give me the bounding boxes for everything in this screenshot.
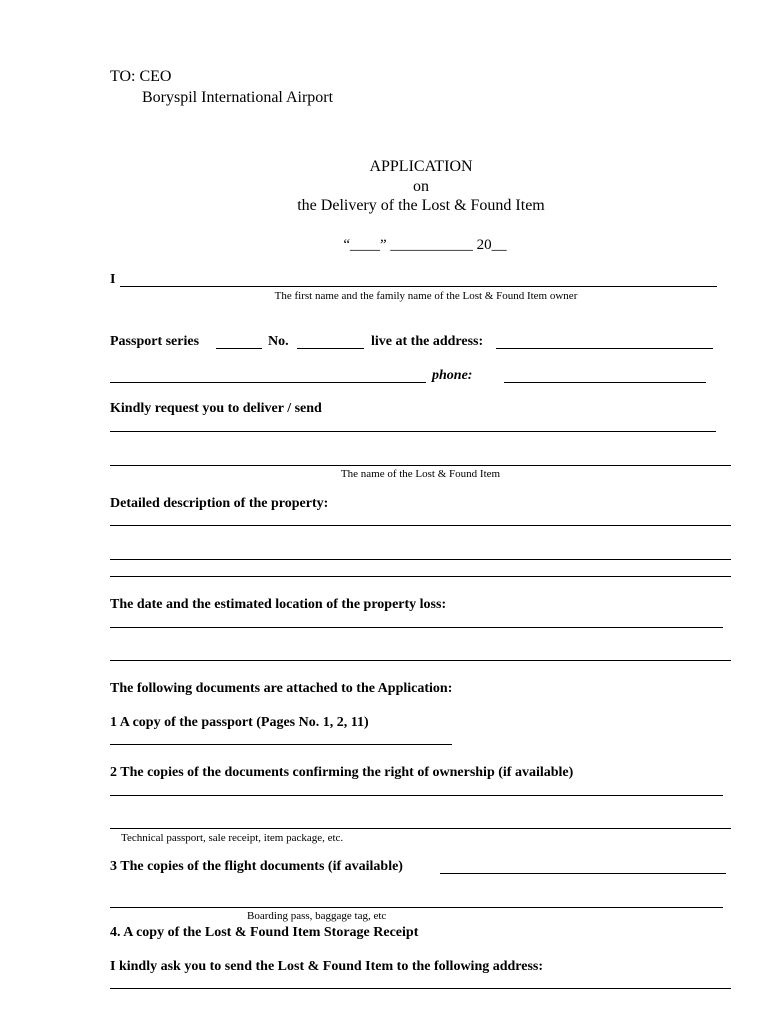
date-field[interactable]: “____” ___________ 20__: [343, 237, 507, 253]
address-field-continued[interactable]: [110, 382, 426, 383]
document-title-on: on: [413, 178, 429, 195]
document-item-2-caption: Technical passport, sale receipt, item package, etc.: [121, 832, 344, 844]
document-subtitle: the Delivery of the Lost & Found Item: [297, 197, 545, 214]
loss-field-line-2[interactable]: [110, 660, 731, 661]
documents-heading: The following documents are attached to the Application:: [110, 681, 453, 696]
request-label: Kindly request you to deliver / send: [110, 401, 322, 416]
passport-number-label: No.: [268, 334, 289, 349]
passport-number-field[interactable]: [297, 348, 364, 349]
document-item-3-field-line-2[interactable]: [110, 907, 723, 908]
document-item-4: 4. A copy of the Lost & Found Item Storage Receipt: [110, 925, 419, 940]
description-field-line-3[interactable]: [110, 576, 731, 577]
document-item-3: 3 The copies of the flight documents (if available): [110, 859, 403, 874]
address-label: live at the address:: [371, 334, 484, 349]
document-item-1: 1 A copy of the passport (Pages No. 1, 2, 11): [110, 715, 369, 730]
send-address-label: I kindly ask you to send the Lost & Found Item to the following address:: [110, 959, 544, 974]
request-field-line-1[interactable]: [110, 431, 716, 432]
loss-field-line-1[interactable]: [110, 627, 723, 628]
document-item-2-field-line-2[interactable]: [110, 828, 731, 829]
description-field-line-1[interactable]: [110, 525, 731, 526]
recipient-organization: Boryspil International Airport: [142, 89, 334, 106]
recipient-line: TO: CEO: [110, 68, 172, 85]
document-item-3-field[interactable]: [440, 873, 726, 874]
address-field[interactable]: [496, 348, 713, 349]
description-label: Detailed description of the property:: [110, 496, 329, 511]
loss-label: The date and the estimated location of the property loss:: [110, 597, 447, 612]
document-title: APPLICATION: [369, 158, 473, 175]
document-item-1-field[interactable]: [110, 744, 452, 745]
document-item-2-field-line-1[interactable]: [110, 795, 723, 796]
document-item-3-caption: Boarding pass, baggage tag, etc: [247, 910, 387, 922]
owner-prefix: I: [110, 272, 116, 287]
owner-name-field[interactable]: [120, 286, 717, 287]
request-field-line-2[interactable]: [110, 465, 731, 466]
passport-series-field[interactable]: [216, 348, 262, 349]
phone-label: phone:: [432, 368, 473, 383]
phone-field[interactable]: [504, 382, 706, 383]
owner-name-caption: The first name and the family name of the Lost & Found Item owner: [274, 290, 578, 302]
document-item-2: 2 The copies of the documents confirming the right of ownership (if available): [110, 765, 574, 780]
passport-series-label: Passport series: [110, 334, 200, 349]
description-field-line-2[interactable]: [110, 559, 731, 560]
item-name-caption: The name of the Lost & Found Item: [340, 468, 501, 480]
send-address-field[interactable]: [110, 988, 731, 989]
